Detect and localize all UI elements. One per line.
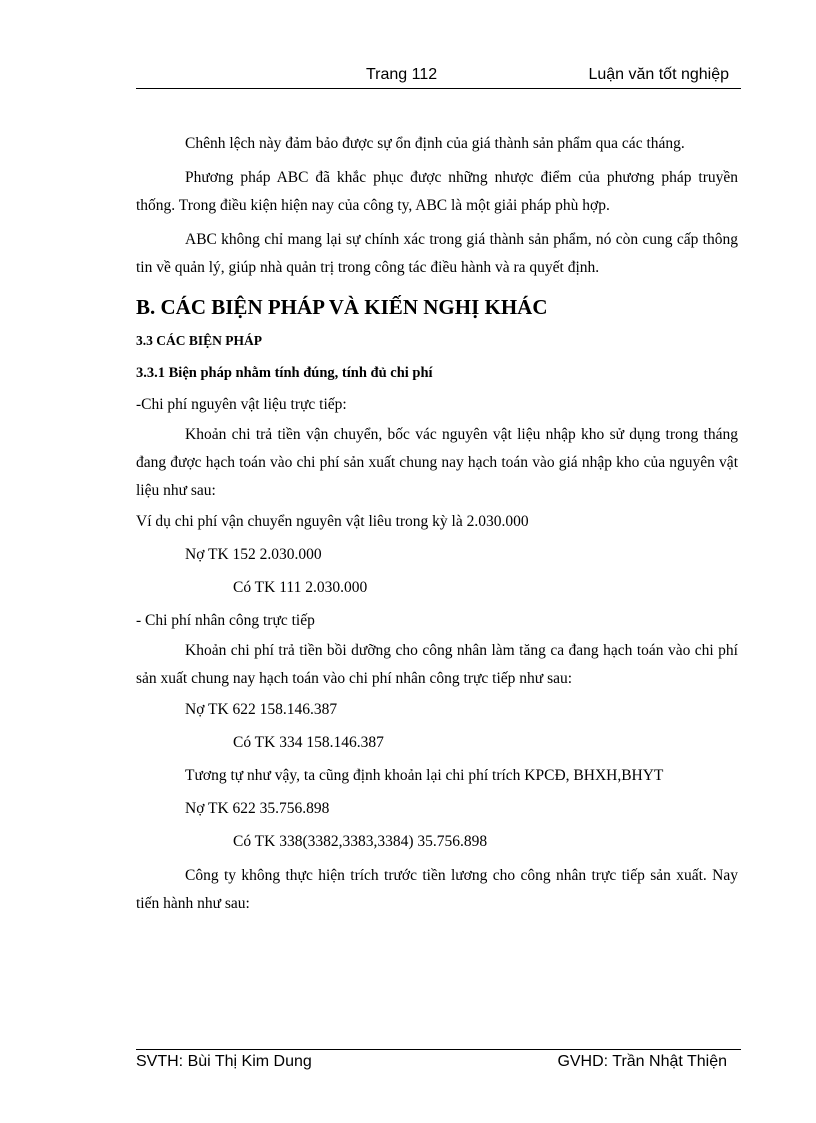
list-item-labor-cost: - Chi phí nhân công trực tiếp	[136, 612, 315, 629]
similar-entry-note: Tương tự như vậy, ta cũng định khoản lại chi phí trích KPCĐ, BHXH,BHYT	[185, 767, 664, 784]
document-title: Luận văn tốt nghiệp	[588, 66, 729, 83]
subsubsection-heading: 3.3.1 Biện pháp nhằm tính đúng, tính đủ chi phí	[136, 365, 433, 381]
journal-entry-debit: Nợ TK 152 2.030.000	[185, 546, 322, 563]
journal-entry-debit: Nợ TK 622 35.756.898	[185, 800, 330, 817]
subsection-heading: 3.3 CÁC BIỆN PHÁP	[136, 333, 263, 348]
section-heading: B. CÁC BIỆN PHÁP VÀ KIẾN NGHỊ KHÁC	[136, 295, 548, 319]
paragraph-transport-cost: Khoản chi trả tiền vận chuyển, bốc vác nguyên vật liệu nhập kho sử dụng trong tháng đang được hạch toán vào chi phí sản xuất chung nay hạch toán vào giá nhập kho của nguyên vật liệu như sau:	[136, 426, 738, 499]
page-number: Trang 112	[366, 66, 438, 83]
journal-entry-credit: Có TK 338(3382,3383,3384) 35.756.898	[233, 833, 488, 850]
page-footer	[136, 1049, 741, 1080]
example-line: Ví dụ chi phí vận chuyển nguyên vật liêu trong kỳ là 2.030.000	[136, 513, 529, 530]
paragraph-wage-accrual: Công ty không thực hiện trích trước tiền lương cho công nhân trực tiếp sản xuất. Nay tiến hành như sau:	[136, 867, 738, 912]
journal-entry-debit: Nợ TK 622 158.146.387	[185, 701, 338, 718]
advisor-name: GVHD: Trần Nhật Thiện	[557, 1053, 727, 1070]
journal-entry-credit: Có TK 334 158.146.387	[233, 734, 384, 751]
paragraph-overtime-cost: Khoản chi phí trả tiền bồi dưỡng cho công nhân làm tăng ca đang hạch toán vào chi phí sản xuất chung nay hạch toán vào chi phí nhân công trực tiếp như sau:	[136, 642, 738, 687]
student-name: SVTH: Bùi Thị Kim Dung	[136, 1053, 312, 1070]
page-body	[136, 130, 738, 918]
paragraph-abc-method: Phương pháp ABC đã khắc phục được những nhược điểm của phương pháp truyền thống. Trong điều kiện hiện nay của công ty, ABC là một giải pháp phù hợp.	[136, 169, 738, 214]
journal-entry-credit: Có TK 111 2.030.000	[233, 579, 368, 596]
paragraph-price-stability: Chênh lệch này đảm bảo được sự ổn định của giá thành sản phẩm qua các tháng.	[185, 135, 685, 152]
list-item-material-cost: -Chi phí nguyên vật liệu trực tiếp:	[136, 396, 347, 413]
paragraph-abc-benefits: ABC không chỉ mang lại sự chính xác trong giá thành sản phẩm, nó còn cung cấp thông tin về quản lý, giúp nhà quản trị trong công tác điều hành và ra quyết định.	[136, 231, 738, 276]
page-header	[136, 66, 741, 89]
